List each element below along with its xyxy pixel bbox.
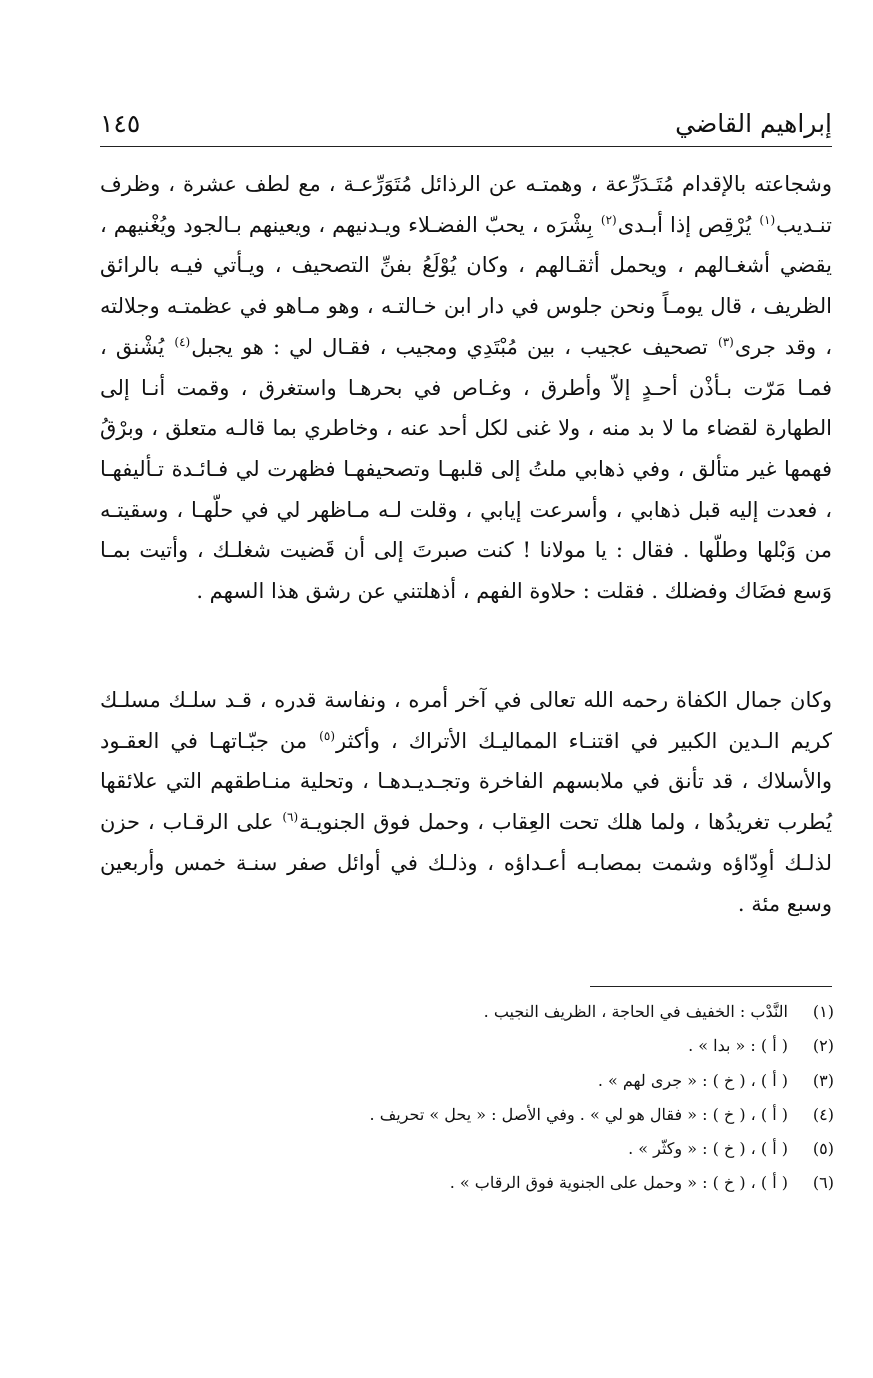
footnote-item bbox=[100, 1166, 834, 1200]
footnote-number: (٤) bbox=[812, 1104, 834, 1124]
text-segment: تصحيف عجيب ، بين مُبْتَدِي ومجيب ، فقـال لي : هو يجبل bbox=[191, 334, 708, 359]
paragraph-2-text bbox=[100, 680, 832, 924]
paragraph-2 bbox=[100, 680, 832, 924]
footnote-item bbox=[100, 1098, 834, 1132]
footnote-number: (٢) bbox=[812, 1036, 834, 1056]
footnote-text: ( أ ) ، ( خ ) : « وحمل على الجنوية فوق الرقاب » . bbox=[449, 1173, 788, 1193]
footnote-text: ( أ ) : « بدا » . bbox=[688, 1036, 788, 1056]
footnote-number: (١) bbox=[812, 1002, 834, 1021]
paragraph-1 bbox=[100, 164, 832, 612]
footnote-number: (٥) bbox=[812, 1139, 834, 1159]
footnote-ref-2: (٢) bbox=[600, 212, 617, 227]
footnote-text: ( أ ) ، ( خ ) : « فقال هو لي » . وفي الأصل : « يحل » تحريف . bbox=[369, 1104, 788, 1124]
paragraph-1-text bbox=[100, 164, 832, 612]
footnote-item bbox=[100, 995, 834, 1029]
footnote-text: ( أ ) ، ( خ ) : « جرى لهم » . bbox=[597, 1070, 788, 1090]
footnote-item bbox=[100, 1064, 834, 1098]
footnote-ref-5: (٥) bbox=[319, 728, 335, 743]
footnote-number: (٦) bbox=[812, 1173, 834, 1193]
footnotes-list bbox=[100, 995, 834, 1201]
text-segment: يُرْقِص إذا أبـدى bbox=[617, 212, 752, 237]
footnote-number: (٣) bbox=[812, 1070, 834, 1090]
footnote-ref-4: (٤) bbox=[174, 334, 191, 349]
running-title: إبراهيم القاضي bbox=[675, 109, 832, 138]
text-segment: بِشْرَه ، يحبّ الفضـلاء ويـدنيهم ، ويعينهم بـالجود ويُغْنيهم ، يقضي أشغـالهم ، ويحمل أثقـالهم ، وكان يُوْلَعُ بفنِّ التصحيف ، ويـأتي فيـه بالرائق الظريف ، قال يومـاً ونحن جلوس في دار ابن خـالتـه ، وهو مـاهو في عظمتـه وجلالته ، وقد جرى bbox=[100, 212, 832, 359]
footnote-separator bbox=[590, 986, 832, 987]
footnote-item bbox=[100, 1029, 834, 1063]
footnote-item bbox=[100, 1132, 834, 1166]
footnote-text: النَّدْب : الخفيف في الحاجة ، الظريف النجيب . bbox=[483, 1002, 788, 1021]
footnote-ref-1: (١) bbox=[759, 212, 776, 227]
header-rule bbox=[100, 146, 832, 147]
page-header bbox=[100, 96, 832, 136]
footnote-ref-6: (٦) bbox=[282, 810, 299, 825]
text-segment: على الرقـاب ، حزن لذلـك أوِدّاؤه وشمت بمصابـه أعـداؤه ، وذلـك في أوائل صفر سنـة خمس وأربعين وسبع مئة . bbox=[100, 810, 832, 916]
text-segment: يُشْنق ، فمـا مَرّت بـأذْن أحـدٍ إلاّ وأطرق ، وغـاص في بحرهـا واستغرق ، وقمت أنـا إلى الطهارة لقضاء ما لا بد منه ، ولا غنى لكل أحد عنه ، وخاطري بما قالـه متعلق ، وبرْقُ فهمها غير متألق ، وفي ذهابي ملتُ إلى قلبهـا وتصحيفهـا فظهرت لي فـائـدة تـأليفهـا ، فعدت إليه قبل ذهابي ، وأسرعت إيابي ، وقلت لـه مـاظهر لي في حلّهـا ، وسقيتـه من وَبْلها وطلّها . فقال : يا مولانا ! كنت صبرتَ إلى أن قَضيت شغلـك ، وأتيت بمـا وَسع فضَاك وفضلك . فقلت : حلاوة الفهم ، أذهلتني عن رشق هذا السهم . bbox=[100, 334, 832, 604]
footnote-ref-3: (٣) bbox=[718, 334, 734, 349]
text-segment: وشجاعته بالإقدام مُتَـدَرِّعة ، وهمتـه عن الرذائل مُتَوَرِّعـة ، مع لطف عشرة ، وظرف تنـديب bbox=[100, 172, 832, 237]
text-segment: من جبّـاتهـا في العقـود والأسلاك ، قد تأنق في ملابسهم الفاخرة وتجـديـدهـا ، وتحلية منـاطقهم التي علائقها يُطرب تغريدُها ، ولما هلك تحت العِقاب ، وحمل فوق الجنويـة bbox=[100, 728, 832, 835]
footnote-text: ( أ ) ، ( خ ) : « وكثّر » . bbox=[628, 1139, 788, 1159]
page-number: ١٤٥ bbox=[100, 109, 141, 138]
text-segment: وكان جمال الكفاة رحمه الله تعالى في آخر أمره ، ونفاسة قدره ، قـد سلـك مسلـك كريم الـدين الكبير في اقتنـاء المماليـك الأتراك ، وأكثر bbox=[100, 688, 832, 753]
